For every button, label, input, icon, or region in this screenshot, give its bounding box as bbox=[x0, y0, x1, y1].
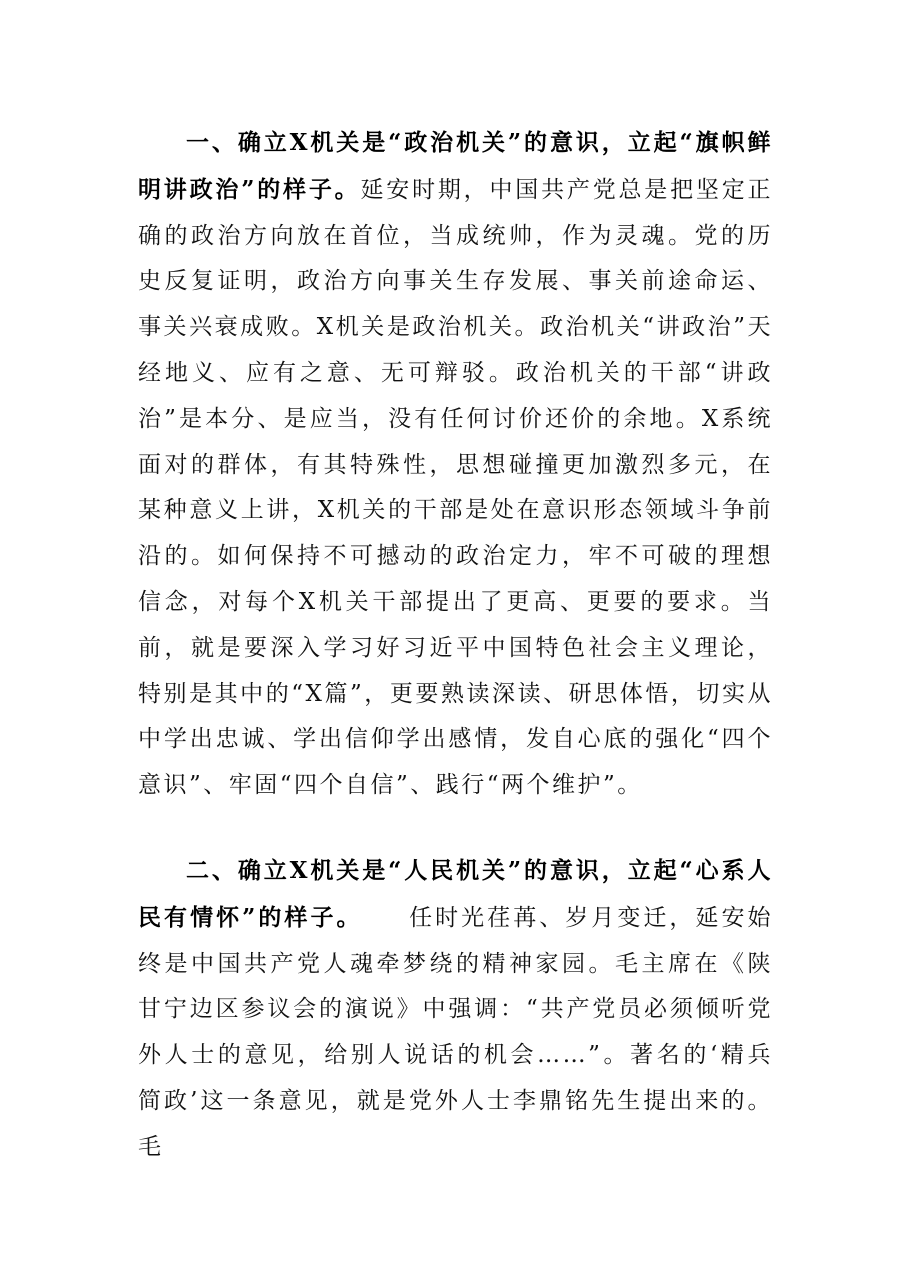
section-body-1: 延安时期，中国共产党总是把坚定正确的政治方向放在首位，当成统帅，作为灵魂。党的历史反复证明，政治方向事关生存发展、事关前途命运、事关兴衰成败。X机关是政治机关。政治机关“讲政治”天经地义、应有之意、无可辩驳。政治机关的干部“讲政治”是本分、是应当，没有任何讨价还价的余地。X系统面对的群体，有其特殊性，思想碰撞更加激烈多元，在某种意义上讲，X机关的干部是处在意识形态领域斗争前沿的。如何保持不可撼动的政治定力，牢不可破的理想信念，对每个X机关干部提出了更高、更要的要求。当前，就是要深入学习好习近平中国特色社会主义理论，特别是其中的“X篇”，更要熟读深读、研思体悟，切实从中学出忠诚、学出信仰学出感情，发自心底的强化“四个意识”、牢固“四个自信”、践行“两个维护”。 bbox=[138, 176, 774, 799]
paragraph-political-organ bbox=[138, 120, 773, 809]
section-heading-1: 一、确立X机关是“政治机关”的意识，立起“旗帜鲜明讲政治”的样子。 bbox=[138, 129, 773, 203]
section-body-2: 任时光荏苒、岁月变迁，延安始终是中国共产党人魂牵梦绕的精神家园。毛主席在《陕甘宁边区参议会的演说》中强调：“共产党员必须倾听党外人士的意见，给别人说话的机会……”。著名的‘精兵简政’这一条意见，就是党外人士李鼎铭先生提出来的。毛 bbox=[138, 904, 773, 1160]
paragraph-people-organ bbox=[138, 848, 773, 1171]
section-heading-2: 二、确立X机关是“人民机关”的意识，立起“心系人民有情怀”的样子。 bbox=[138, 857, 773, 931]
